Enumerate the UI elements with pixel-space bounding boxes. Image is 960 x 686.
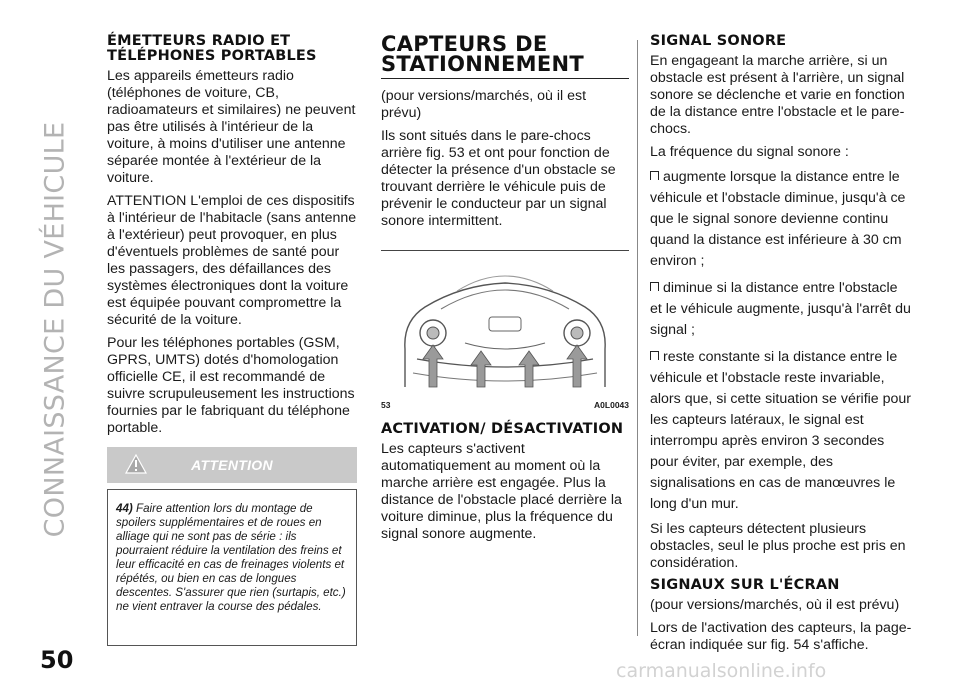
figure-53 <box>381 250 629 410</box>
list-item: augmente lorsque la distance entre le véhicule et l'obstacle diminue, jusqu'à ce que le signal sonore devienne continu quand la distance est inférieure à 30 cm environ ; <box>650 169 906 269</box>
page-number: 50 <box>40 646 74 674</box>
warning-box <box>107 489 357 646</box>
figure-caption <box>381 400 629 410</box>
paragraph: Les appareils émetteurs radio (téléphones de voiture, CB, radioamateurs et similaires) ne peuvent pas être utilisés à l'intérieur de la voiture, à moins d'utiliser une antenne séparée montée à l'extérieur de la voiture. <box>107 68 356 186</box>
column-sound-signal <box>650 34 912 660</box>
warning-triangle-icon <box>125 454 147 474</box>
section-heading-activation: ACTIVATION/ DÉSACTIVATION <box>381 421 624 437</box>
column-parking-sensors <box>381 34 629 549</box>
figure-number: 53 <box>381 400 391 410</box>
paragraph: Les capteurs s'activent automatiquement au moment où la marche arrière est engagée. Plus la distance de l'obstacle placé derrière la voiture diminue, plus la fréquence du signal sonore augmente. <box>381 441 622 542</box>
paragraph: La fréquence du signal sonore : <box>650 144 849 160</box>
chapter-side-title <box>20 34 90 624</box>
column-divider <box>637 40 638 636</box>
bullet-icon <box>650 351 659 360</box>
section-heading-sound: SIGNAL SONORE <box>650 33 787 49</box>
chapter-title-text: CONNAISSANCE DU VÉHICULE <box>39 121 71 537</box>
figure-code: A0L0043 <box>594 400 629 410</box>
list-item: diminue si la distance entre l'obstacle et le véhicule augmente, jusqu'à l'arrêt du signal ; <box>650 280 911 338</box>
watermark: carmanualsonline.info <box>616 660 827 682</box>
sensor-arrow <box>519 351 539 387</box>
bullet-icon <box>650 282 659 291</box>
warning-title: ATTENTION <box>191 457 273 473</box>
car-rear-illustration <box>381 251 629 393</box>
warning-text: Faire attention lors du montage de spoilers supplémentaires et de roues en alliage qui ne sont pas de série : ils pourraient réduire la ventilation des freins et leur efficacité en cas de freinages violents et répétés, ou bien en cas de longues descentes. S'assurer que rien (surtapis, etc.) ne vient entraver la course des pédales. <box>116 502 346 613</box>
sensor-arrow <box>471 351 491 387</box>
column-radio-emitters <box>107 34 357 646</box>
bullet-icon <box>650 171 659 180</box>
paragraph: Pour les téléphones portables (GSM, GPRS, UMTS) dotés d'homologation officielle CE, il est recommandé de suivre scrupuleusement les instructions fournies par le fabriquant du téléphone portable. <box>107 335 355 436</box>
section-heading-radio: ÉMETTEURS RADIO ET TÉLÉPHONES PORTABLES <box>107 33 317 64</box>
paragraph: (pour versions/marchés, où il est prévu) <box>381 88 587 121</box>
paragraph: Ils sont situés dans le pare-chocs arrière fig. 53 et ont pour fonction de détecter la présence d'un obstacle se trouvant derrière le véhicule puis de prévenir le conducteur par un signal sonore intermittent. <box>381 128 616 229</box>
paragraph: En engageant la marche arrière, si un obstacle est présent à l'arrière, un signal sonore se déclenche et varie en fonction de la distance entre l'obstacle et le pare-chocs. <box>650 53 905 137</box>
paragraph: (pour versions/marchés, où il est prévu) <box>650 597 900 613</box>
list-item: reste constante si la distance entre le véhicule et l'obstacle reste invariable, alors que, si cette situation se vérifie pour les capteurs latéraux, le signal est interrompu après environ 3 secondes pour éviter, par exemple, des signalisations en cas de manœuvres le long d'un mur. <box>650 349 912 512</box>
sensor-arrow <box>423 345 443 387</box>
paragraph: Lors de l'activation des capteurs, la page-écran indiquée sur fig. 54 s'affiche. <box>650 620 912 653</box>
sensor-arrow <box>567 345 587 387</box>
section-heading-screen: SIGNAUX SUR L'ÉCRAN <box>650 577 840 593</box>
warning-header <box>107 447 357 483</box>
paragraph: Si les capteurs détectent plusieurs obstacles, seul le plus proche est pris en considération. <box>650 521 906 571</box>
warning-ref: 44) <box>116 502 133 515</box>
section-heading-parking: CAPTEURS DE STATIONNEMENT <box>381 34 629 79</box>
paragraph: ATTENTION L'emploi de ces dispositifs à l'intérieur de l'habitacle (sans antenne à l'extérieur) peut provoquer, en plus d'éventuels problèmes de santé pour les passagers, des défaillances des systèmes électroniques dont la voiture est équipée pouvant compromettre la sécurité de la voiture. <box>107 193 357 328</box>
